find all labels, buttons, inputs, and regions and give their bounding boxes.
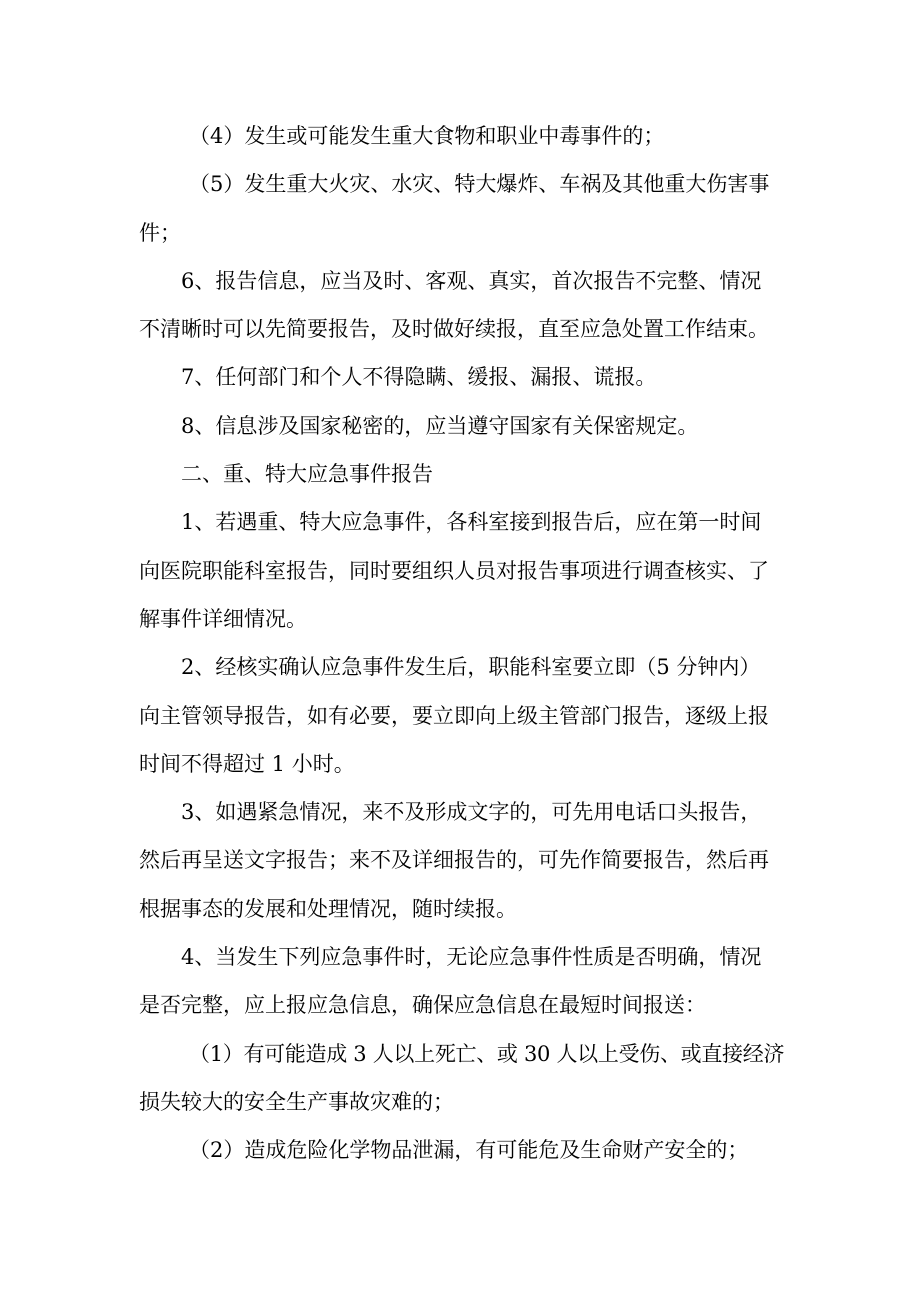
text-line: （2）造成危险化学物品泄漏，有可能危及生命财产安全的； [189,1138,749,1163]
text-line: （1）有可能造成 3 人以上死亡、或 30 人以上受伤、或直接经济 [189,1041,785,1066]
paragraph-5-major-disaster [139,160,784,257]
text-line: 向主管领导报告，如有必要，要立即向上级主管部门报告，逐级上报 [139,703,769,728]
section-heading-major-event-report [139,450,784,498]
paragraph-2-chemical-leak [139,1126,784,1174]
text-line: 3、如遇紧急情况，来不及形成文字的，可先用电话口头报告， [181,800,762,825]
text-line: （4）发生或可能发生重大食物和职业中毒事件的； [189,124,665,148]
text-line: 根据事态的发展和处理情况，随时续报。 [139,896,517,921]
paragraph-1-casualties [139,1030,784,1127]
text-line: 是否完整，应上报应急信息，确保应急信息在最短时间报送： [139,993,706,1018]
paragraph-6-report-info [139,257,784,354]
paragraph-8-state-secrets [139,402,784,450]
text-line: 1、若遇重、特大应急事件，各科室接到报告后，应在第一时间 [181,510,762,535]
text-line: 4、当发生下列应急事件时，无论应急事件性质是否明确，情况 [181,945,762,970]
text-line: 向医院职能科室报告，同时要组织人员对报告事项进行调查核实、了 [139,558,769,583]
text-line: 时间不得超过 1 小时。 [139,751,355,776]
text-line: 然后再呈送文字报告；来不及详细报告的，可先作简要报告，然后再 [139,848,769,873]
paragraph-4-reporting-criteria [139,933,784,1030]
paragraph-2-verification [139,643,784,788]
text-line: 解事件详细情况。 [139,606,307,631]
text-line: 不清晰时可以先简要报告，及时做好续报，直至应急处置工作结束。 [139,317,769,342]
text-line: 6、报告信息，应当及时、客观、真实，首次报告不完整、情况 [181,268,762,293]
paragraph-1-major-event [139,498,784,643]
section-heading: 二、重、特大应急事件报告 [181,462,433,487]
document-body [139,112,784,1175]
paragraph-4-food-poisoning [139,112,784,160]
text-line: （5）发生重大火灾、水灾、特大爆炸、车祸及其他重大伤害事 [189,172,770,197]
text-line: 8、信息涉及国家秘密的，应当遵守国家有关保密规定。 [181,413,699,438]
paragraph-7-no-concealment [139,353,784,401]
text-line: 2、经核实确认应急事件发生后，职能科室要立即（5 分钟内） [181,655,761,680]
text-line: 损失较大的安全生产事故灾难的； [139,1089,454,1114]
text-line: 件； [139,220,181,245]
paragraph-3-urgent [139,788,784,933]
text-line: 7、任何部门和个人不得隐瞒、缓报、漏报、谎报。 [181,365,657,390]
